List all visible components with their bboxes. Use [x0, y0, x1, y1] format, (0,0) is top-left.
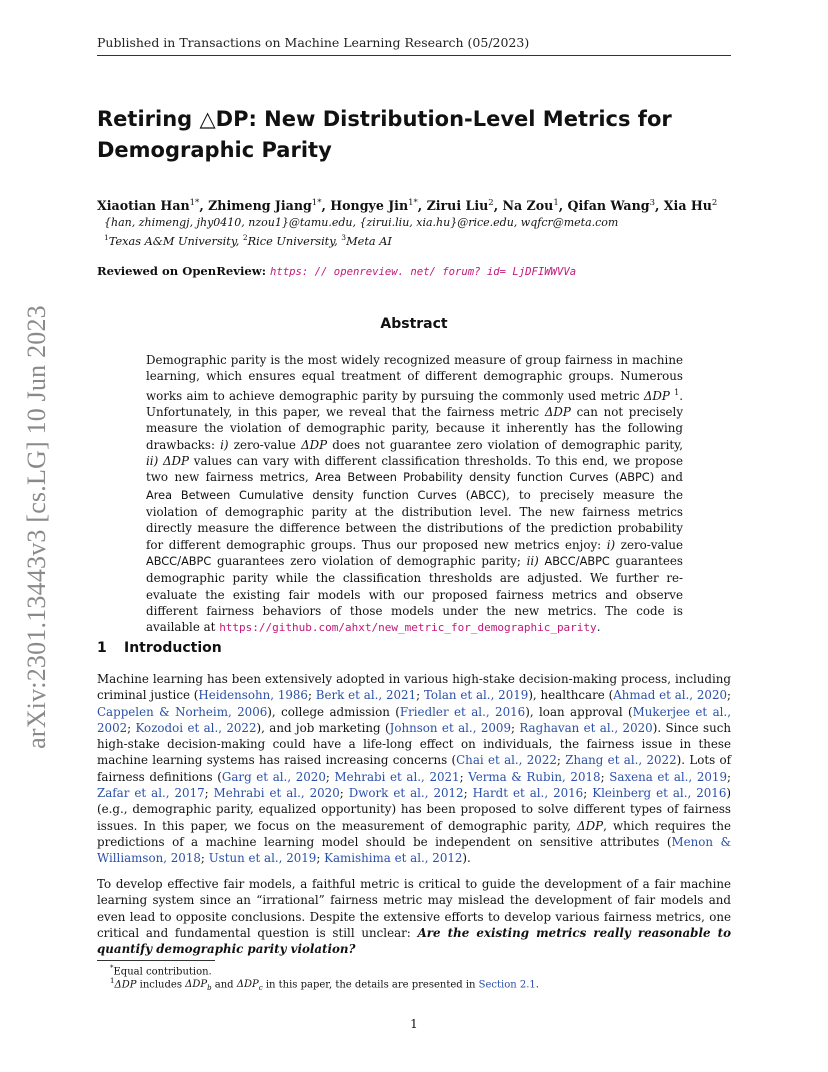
review-line [97, 264, 576, 278]
author-name: Zirui Liu [426, 198, 489, 214]
affil-mark: 2 [242, 233, 248, 242]
abstract-text: Demographic parity is the most widely recognized measure of group fairness in machine learning, which ensures equal treatment of different demographic groups. Numerous works aim to achieve demographic parity by pursuing the commonly used metric ΔDP $^1$. Unfortunately, in this paper, we reveal that the fairness metric ΔDP can not precisely measure the violation of demographic parity, because it inherently has the following drawbacks: i) zero-value ΔDP does not guarantee zero violation of demographic parity, ii) ΔDP values can vary with different classification thresholds. To this end, we propose two new fairness metrics, Area Between Probability density function Curves (ABPC) and Area Between Cumulative density function Curves (ABCC), to precisely measure the violation of demographic parity at the distribution level. The new fairness metrics directly measure the difference between the distributions of the prediction probability for different demographic groups. Thus our proposed new metrics enjoy: i) zero-value ABCC/ABPC guarantees zero violation of demographic parity; ii) ABCC/ABPC guarantees demographic parity while the classification thresholds are adjusted. We further re-evaluate the existing fair models with our proposed fairness metrics and observe different fairness behaviors of those models under the new metrics. The code is available at https://github.com/ahxt/new_metric_for_demographic_parity. [146, 353, 684, 635]
affiliations [104, 233, 392, 248]
footnote-rule [97, 960, 215, 961]
author-name: Qifan Wang [567, 198, 650, 214]
author-mark: 2 [488, 198, 494, 208]
running-header: Published in Transactions on Machine Learning Research (05/2023) [97, 35, 530, 50]
section-number: 1 [97, 640, 107, 656]
affil-mark: 1 [104, 233, 109, 242]
section-heading [97, 640, 222, 656]
affil-mark: 3 [341, 233, 347, 242]
author-mark: 1* [311, 198, 322, 208]
arxiv-id: arXiv:2301.13443v3 [cs.LG] 10 Jun 2023 [22, 305, 51, 749]
paper-title: Retiring △DP: New Distribution-Level Metrics for Demographic Parity [97, 107, 672, 162]
affil-name: Rice University, [247, 234, 338, 248]
intro-paragraph-2: To develop effective fair models, a faithful metric is critical to guide the development of a fair machine learning system since an “irrational” fairness metric may mislead the development of fair models and even lead to opposite conclusions. Despite the extensive efforts to develop various fairness metrics, one critical and fundamental question is still unclear: Are the existing metrics really reasonable to quantify demographic parity violation? [97, 877, 731, 957]
page-number: 1 [410, 1017, 418, 1031]
header-rule [97, 55, 731, 56]
footnote-deltadp: $^1$ΔDP includes $\Delta DP_b$ and $\Delta DP_c$ in this paper, the details are presented in Section 2.1. [110, 977, 539, 993]
openreview-link[interactable]: https: // openreview. net/ forum? id= LjDFIWWVVa [270, 266, 577, 278]
review-label: Reviewed on OpenReview: [97, 264, 267, 278]
author-name: Xiaotian Han [97, 198, 190, 214]
author-mark: 1* [408, 198, 418, 208]
author-emails: {han, zhimengj, jhy0410, nzou1}@tamu.edu, {zirui.liu, xia.hu}@rice.edu, wqfcr@meta.com [104, 216, 619, 229]
footnote-equal: *Equal contribution. [110, 964, 212, 978]
arxiv-stamp [20, 292, 54, 762]
section-title: Introduction [124, 640, 222, 656]
author-name: Zhimeng Jiang [208, 198, 312, 214]
intro-paragraph-1: Machine learning has been extensively adopted in various high-stake decision-making process, including criminal justice (Heidensohn, 1986; Berk et al., 2021; Tolan et al., 2019), healthcare (Ahmad et al., 2020; Cappelen & Norheim, 2006), college admission (Friedler et al., 2016), loan approval (Mukerjee et al., 2002; Kozodoi et al., 2022), and job marketing (Johnson et al., 2009; Raghavan et al., 2020). Since such high-stake decision-making could have a life-long effect on individuals, the fairness issue in these machine learning systems has raised increasing concerns (Chai et al., 2022; Zhang et al., 2022). Lots of fairness definitions (Garg et al., 2020; Mehrabi et al., 2021; Verma & Rubin, 2018; Saxena et al., 2019; Zafar et al., 2017; Mehrabi et al., 2020; Dwork et al., 2012; Hardt et al., 2016; Kleinberg et al., 2016) (e.g., demographic parity, equalized opportunity) has been proposed to solve different types of fairness issues. In this paper, we focus on the measurement of demographic parity, ΔDP, which requires the predictions of a machine learning model should be independent on sensitive attributes (Menon & Williamson, 2018; Ustun et al., 2019; Kamishima et al., 2012). [97, 672, 732, 866]
author-mark: 1 [553, 198, 559, 208]
author-list: Xiaotian Han$^{1*}$, Zhimeng Jiang$^{1*}$, Hongye Jin$^{1*}$, Zirui Liu$^2$, Na Zou$^1$, Qifan Wang$^3$, Xia Hu$^2$ [97, 198, 718, 214]
section-ref-link[interactable]: Section 2.1 [478, 979, 536, 991]
affil-name: Texas A&M University, [108, 234, 240, 248]
author-mark: 2 [711, 198, 718, 208]
code-link[interactable]: https://github.com/ahxt/new_metric_for_demographic_parity [219, 621, 597, 635]
footnote-equal-text: Equal contribution. [113, 966, 212, 978]
author-name: Xia Hu [663, 198, 712, 214]
author-name: Hongye Jin [330, 198, 409, 214]
author-mark: 3 [649, 198, 655, 208]
author-name: Na Zou [502, 198, 554, 214]
author-mark: 1* [189, 198, 200, 208]
affil-name: Meta AI [346, 234, 392, 248]
abstract-heading: Abstract [380, 316, 448, 332]
